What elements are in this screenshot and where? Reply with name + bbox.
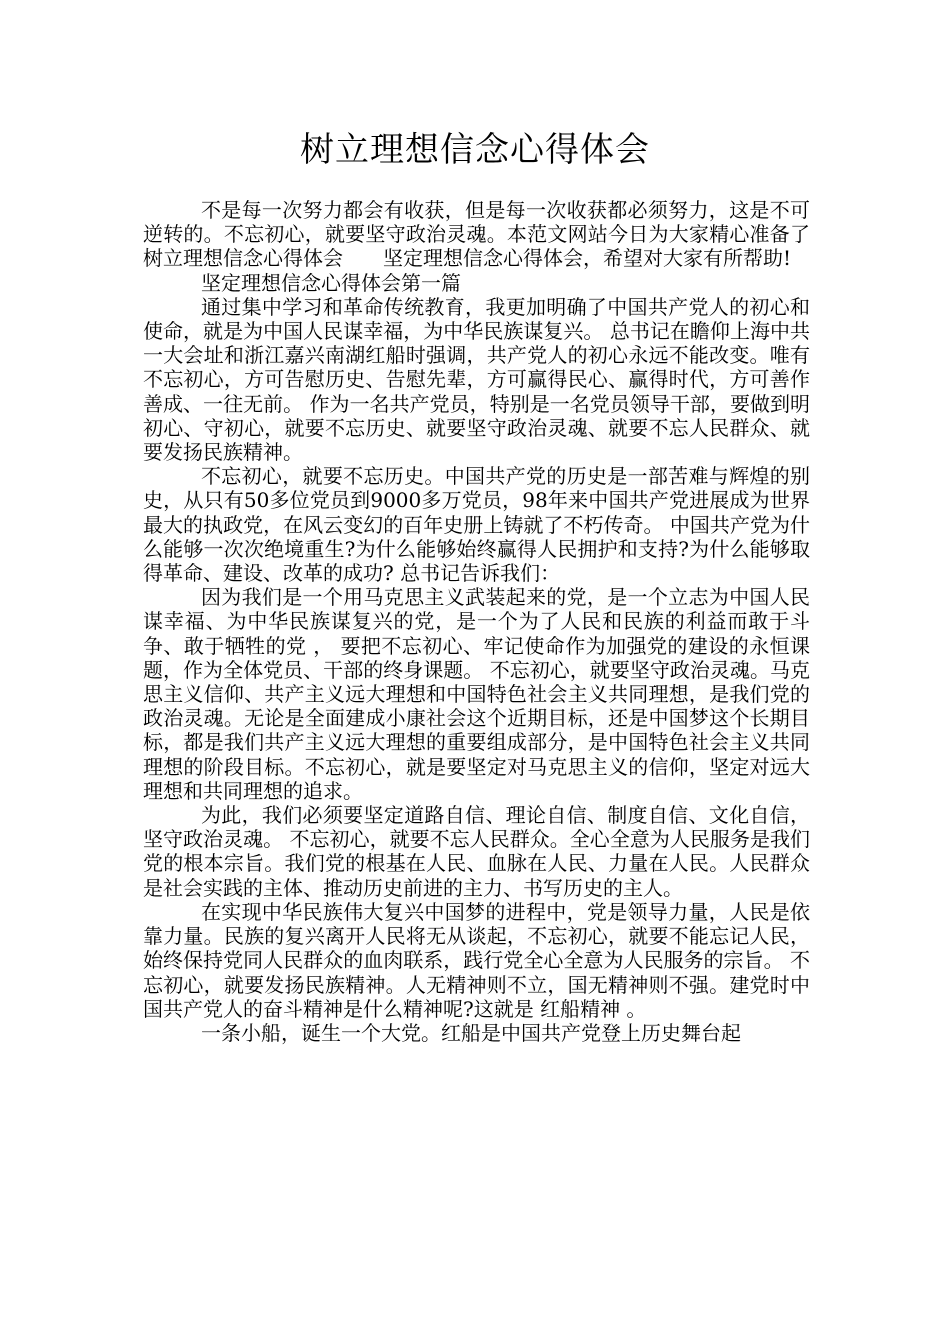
paragraph: 不忘初心，就要不忘历史。中国共产党的历史是一部苦难与辉煌的别史，从只有50多位党员到9000多万党员，98年来中国共产党进展成为世界最大的执政党，在风云变幻的百年史册上铸就了不朽传奇。 中国共产党为什么能够一次次绝境重生?为什么能够始终赢得人民拥护和支持?为什么能够取得革命、建设、改革的成功? 总书记告诉我们： bbox=[143, 464, 810, 586]
document-title: 树立理想信念心得体会 bbox=[300, 130, 650, 170]
section-heading: 坚定理想信念心得体会第一篇 bbox=[201, 270, 461, 295]
paragraph: 因为我们是一个用马克思主义武装起来的党，是一个立志为中国人民谋幸福、为中华民族谋复兴的党，是一个为了人民和民族的利益而敢于斗争、敢于牺牲的党 ， 要把不忘初心、牢记使命作为加强党的建设的永恒课题，作为全体党员、干部的终身课题。 不忘初心，就要坚守政治灵魂。马克思主义信仰、共产主义远大理想和中国特色社会主义共同理想，是我们党的政治灵魂。无论是全面建成小康社会这个近期目标，还是中国梦这个长期目标，都是我们共产主义远大理想的重要组成部分，是中国特色社会主义共同理想的阶段目标。不忘初心，就是要坚定对马克思主义的信仰，坚定对远大理想和共同理想的追求。 bbox=[143, 585, 810, 803]
paragraph: 一条小船，诞生一个大党。红船是中国共产党登上历史舞台起 bbox=[201, 1020, 741, 1045]
document-body bbox=[143, 198, 810, 1045]
paragraph-intro: 不是每一次努力都会有收获，但是每一次收获都必须努力，这是不可逆转的。不忘初心，就要坚守政治灵魂。本范文网站今日为大家精心准备了树立理想信念心得体会 坚定理想信念心得体会，希望对大家有所帮助! bbox=[143, 198, 810, 271]
paragraph: 在实现中华民族伟大复兴中国梦的进程中，党是领导力量，人民是依靠力量。民族的复兴离开人民将无从谈起，不忘初心，就要不能忘记人民，始终保持党同人民群众的血肉联系，践行党全心全意为人民服务的宗旨。 不忘初心，就要发扬民族精神。人无精神则不立，国无精神则不强。建党时中国共产党人的奋斗精神是什么精神呢?这就是 红船精神 。 bbox=[143, 899, 810, 1021]
paragraph: 通过集中学习和革命传统教育，我更加明确了中国共产党人的初心和使命，就是为中国人民谋幸福，为中华民族谋复兴。 总书记在瞻仰上海中共一大会址和浙江嘉兴南湖红船时强调，共产党人的初心永远不能改变。唯有不忘初心，方可告慰历史、告慰先辈，方可赢得民心、赢得时代，方可善作善成、一往无前。 作为一名共产党员，特别是一名党员领导干部，要做到明初心、守初心，就要不忘历史、就要坚守政治灵魂、就要不忘人民群众、就要发扬民族精神。 bbox=[143, 294, 810, 465]
paragraph: 为此，我们必须要坚定道路自信、理论自信、制度自信、文化自信，坚守政治灵魂。 不忘初心，就要不忘人民群众。全心全意为人民服务是我们党的根本宗旨。我们党的根基在人民、血脉在人民、力量在人民。人民群众是社会实践的主体、推动历史前进的主力、书写历史的主人。 bbox=[143, 803, 810, 900]
